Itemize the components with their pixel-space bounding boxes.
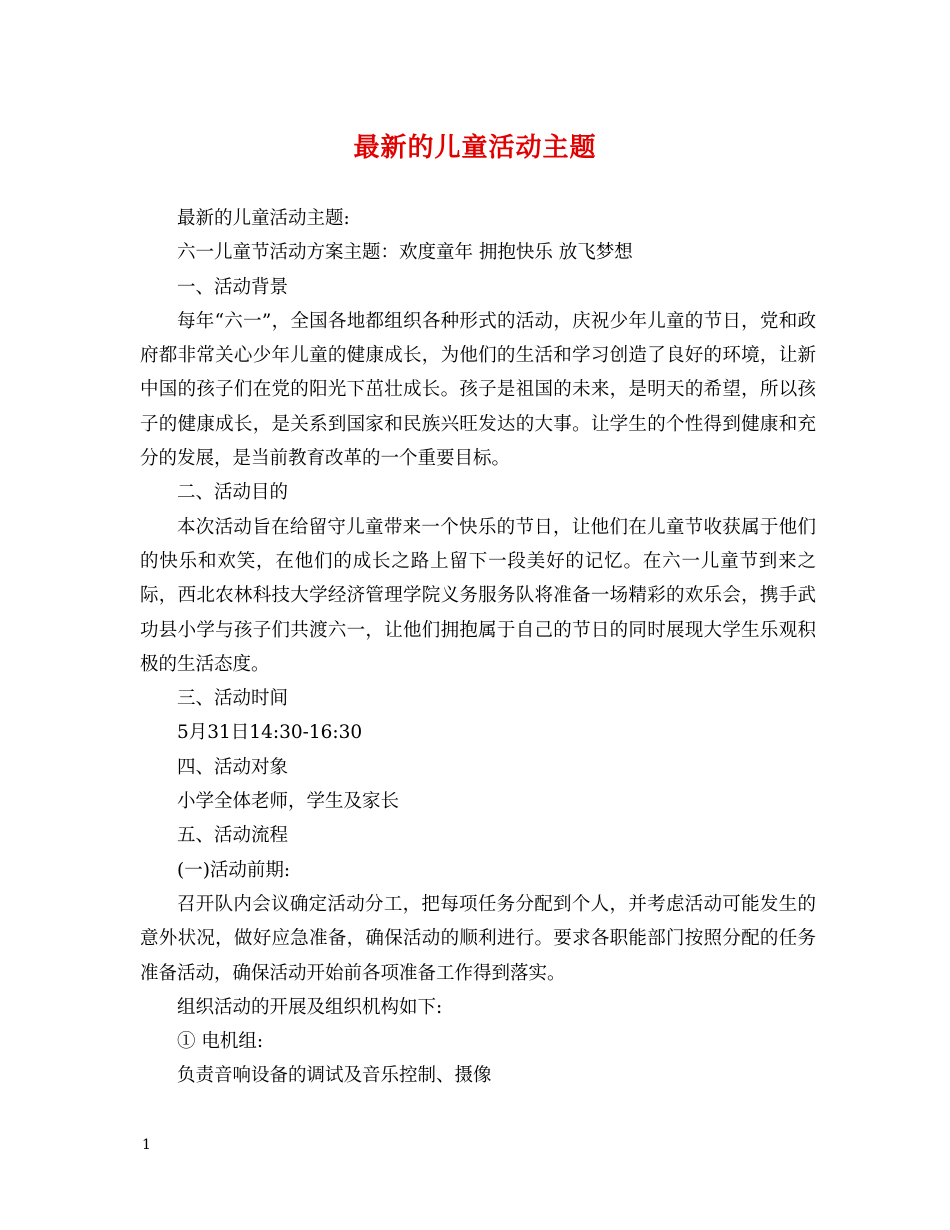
section-heading: 四、活动对象 xyxy=(177,756,289,778)
paragraph: 负责音响设备的调试及音乐控制、摄像 xyxy=(177,1065,492,1087)
document-title: 最新的儿童活动主题 xyxy=(353,133,597,163)
paragraph: 召开队内会议确定活动分工，把每项任务分配到个人，并考虑活动可能发生的意外状况，做好应急准备，确保活动的顺利进行。要求各职能部门按照分配的任务准备活动，确保活动开始前各项准备工作得到落实。 xyxy=(140,893,816,984)
section-heading: 五、活动流程 xyxy=(177,825,289,847)
paragraph: 最新的儿童活动主题: xyxy=(177,208,350,229)
paragraph: 组织活动的开展及组织机构如下: xyxy=(177,996,443,1018)
paragraph: 小学全体老师，学生及家长 xyxy=(177,791,400,813)
section-heading: 一、活动背景 xyxy=(177,276,289,298)
paragraph: 5月31日14:30-16:30 xyxy=(177,722,363,744)
section-heading: 三、活动时间 xyxy=(177,688,289,710)
paragraph: 本次活动旨在给留守儿童带来一个快乐的节日，让他们在儿童节收获属于他们的快乐和欢笑，在他们的成长之路上留下一段美好的记忆。在六一儿童节到来之际，西北农林科技大学经济管理学院义务服务队将准备一场精彩的欢乐会，携手武功县小学与孩子们共渡六一，让他们拥抱属于自己的节日的同时展现大学生乐观积极的生活态度。 xyxy=(140,516,816,675)
section-heading: 二、活动目的 xyxy=(177,482,289,504)
list-item: ① 电机组: xyxy=(177,1031,264,1053)
page-number: 1 xyxy=(142,1137,151,1153)
sub-heading: (一)活动前期: xyxy=(177,859,291,881)
document-body xyxy=(140,202,816,1094)
paragraph: 六一儿童节活动方案主题：欢度童年 拥抱快乐 放飞梦想 xyxy=(177,242,633,264)
paragraph: 每年“六一”，全国各地都组织各种形式的活动，庆祝少年儿童的节日，党和政府都非常关心少年儿童的健康成长，为他们的生活和学习创造了良好的环境，让新中国的孩子们在党的阳光下茁壮成长。孩子是祖国的未来，是明天的希望，所以孩子的健康成长，是关系到国家和民族兴旺发达的大事。让学生的个性得到健康和充分的发展，是当前教育改革的一个重要目标。 xyxy=(140,310,816,470)
